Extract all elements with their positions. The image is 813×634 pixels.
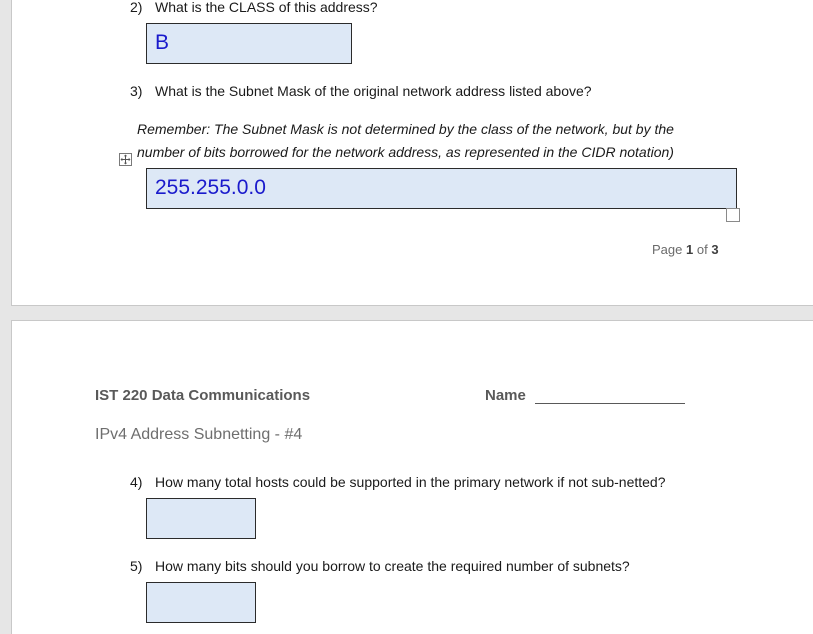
question-4: [130, 474, 666, 490]
page-number-footer: [652, 242, 719, 257]
footer-total-pages: 3: [711, 242, 719, 257]
question-5: [130, 558, 630, 574]
question-4-number: 4): [130, 474, 143, 490]
question-5-answer-field[interactable]: [146, 582, 256, 623]
question-3: [130, 83, 592, 99]
document-subtitle: IPv4 Address Subnetting - #4: [95, 426, 303, 443]
question-3-text: What is the Subnet Mask of the original network address listed above?: [155, 83, 592, 99]
name-underline[interactable]: [535, 403, 685, 404]
footer-page-word: Page: [652, 242, 683, 257]
question-2: [130, 0, 378, 15]
question-5-number: 5): [130, 558, 143, 574]
question-3-answer-field[interactable]: 255.255.0.0: [146, 168, 737, 209]
question-2-number: 2): [130, 0, 143, 15]
table-resize-handle-icon[interactable]: [726, 208, 740, 222]
question-3-number: 3): [130, 83, 143, 99]
footer-of-word: of: [696, 242, 708, 257]
question-4-answer-field[interactable]: [146, 498, 256, 539]
question-3-remember-note-line-1: Remember: The Subnet Mask is not determined by the class of the network, but by the: [137, 121, 674, 137]
footer-current-page: 1: [686, 242, 694, 257]
question-5-text: How many bits should you borrow to create the required number of subnets?: [155, 558, 630, 574]
name-label: Name: [485, 387, 526, 404]
question-2-text: What is the CLASS of this address?: [155, 0, 378, 15]
question-3-remember-note-line-2: number of bits borrowed for the network address, as represented in the CIDR notation): [137, 144, 674, 160]
course-title: IST 220 Data Communications: [95, 387, 311, 404]
question-2-answer-field[interactable]: B: [146, 23, 352, 64]
question-4-text: How many total hosts could be supported in the primary network if not sub-netted?: [155, 474, 666, 490]
table-move-handle-icon[interactable]: [119, 153, 132, 166]
